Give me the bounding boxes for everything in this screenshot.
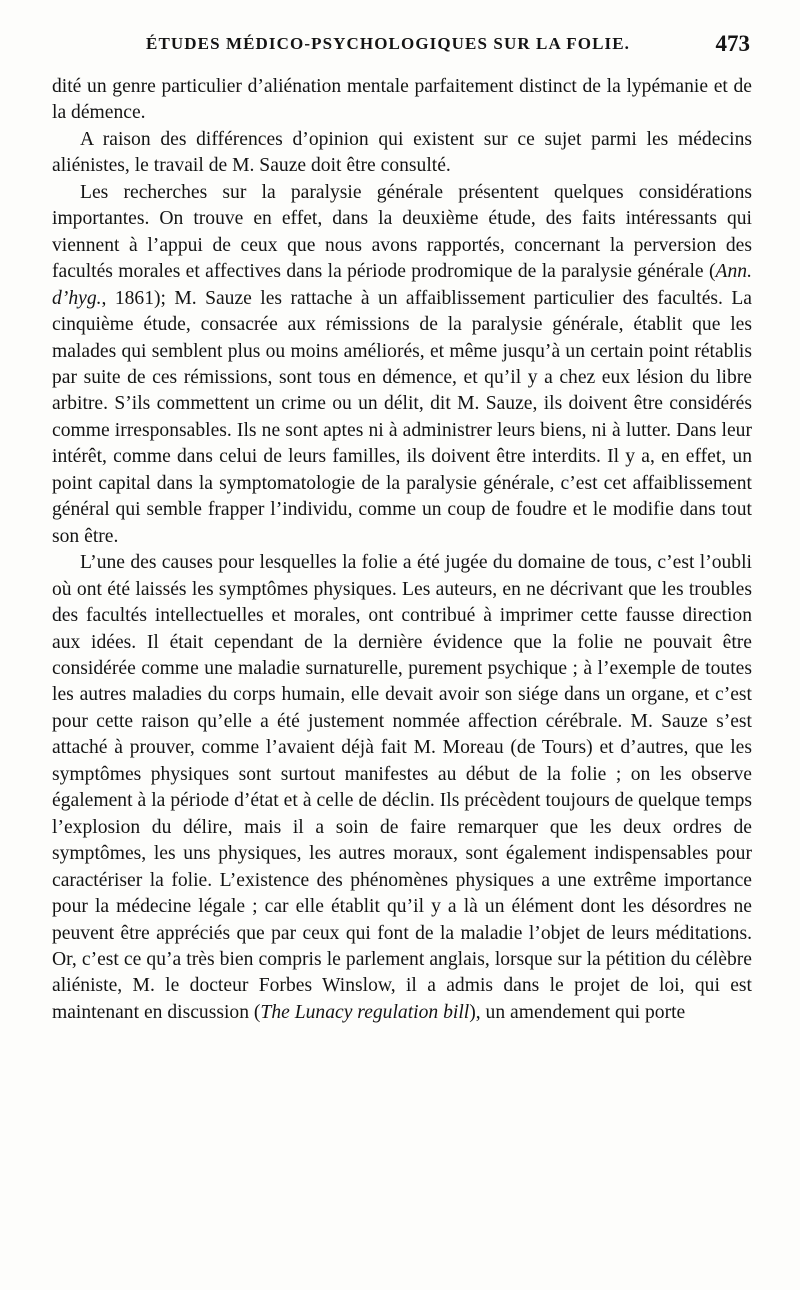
text-segment: , 1861); M. Sauze les rattache à un affaiblissement particulier des facultés. La cinquième étude, consacrée aux rémissions de la paralysie générale, établit que les malades qui semblent plus ou moins améliorés, et même jusqu’à un certain point rétablis par suite de ces rémissions, sont tous en démence, et qu’il y a chez eux lésion du libre arbitre. S’ils commettent un crime ou un délit, dit M. Sauze, ils doivent être considérés comme irresponsables. Ils ne sont aptes ni à administrer leurs biens, ni à lutter. Dans leur intérêt, comme dans celui de leurs familles, ils doivent être interdits. Il y a, en effet, un point capital dans la symptomatologie de la paralysie générale, c’est cet affaiblissement général qui semble frapper l’individu, comme un coup de foudre et le modifie dans tout son être. (52, 287, 752, 547)
text-segment: A raison des différences d’opinion qui existent sur ce sujet parmi les médecins aliénistes, le travail de M. Sauze doit être consulté. (52, 128, 752, 177)
body-text (52, 74, 752, 1026)
italic-citation: The Lunacy regulation bill (260, 1001, 470, 1023)
text-segment: ), un amendement qui porte (469, 1001, 686, 1023)
paragraph (52, 127, 752, 180)
page-number: 473 (715, 31, 750, 56)
text-segment: dité un genre particulier d’aliénation mentale parfaitement distinct de la lypémanie et de la démence. (52, 76, 752, 124)
text-segment: L’une des causes pour lesquelles la folie a été jugée du domaine de tous, c’est l’oubli où ont été laissés les symptômes physiques. Les auteurs, en ne décrivant que les troubles des facultés intellectuelles et morales, ont contribué à imprimer cette fausse direction aux idées. Il était cependant de la dernière évidence que la folie ne pouvait être considérée comme une maladie surnaturelle, purement psychique ; à l’exemple de toutes les autres maladies du corps humain, elle devait avoir son siége dans un organe, et c’est pour cette raison qu’elle a été justement nommée affection cérébrale. M. Sauze s’est attaché à prouver, comme l’avaient déjà fait M. Moreau (de Tours) et d’autres, que les symptômes physiques sont surtout manifestes au début de la folie ; on les observe également à la période d’état et à celle de déclin. Ils précèdent toujours de quelque temps l’explosion du délire, mais il a soin de faire remarquer que les deux ordres de symptômes, les uns physiques, les autres moraux, sont également indispensables pour caractériser la folie. L’existence des phénomènes physiques a une extrême importance pour la médecine légale ; car elle établit qu’il y a là un élément dont les désordres ne peuvent être appréciés que par ceux qui font de la maladie l’objet de leurs méditations. Or, c’est ce qu’a très bien compris le parlement anglais, lorsque sur la pétition du célèbre aliéniste, M. le docteur Forbes Winslow, il a admis dans le projet de loi, qui est maintenant en discussion ( (52, 552, 752, 1023)
italic-citation: Ann. d’hyg. (52, 261, 752, 309)
paragraph (52, 180, 752, 550)
paragraph (52, 74, 752, 127)
paragraph (52, 550, 752, 1026)
text-segment: Les recherches sur la paralysie générale présentent quelques considérations importantes. On trouve en effet, dans la deuxième étude, des faits intéressants qui viennent à l’appui de ceux que nous avons rapportés, concernant la perversion des facultés morales et affectives dans la période prodromique de la paralysie générale ( (52, 181, 752, 283)
running-head (60, 31, 750, 64)
running-title: ÉTUDES MÉDICO-PSYCHOLOGIQUES SUR LA FOLIE. (146, 34, 631, 53)
